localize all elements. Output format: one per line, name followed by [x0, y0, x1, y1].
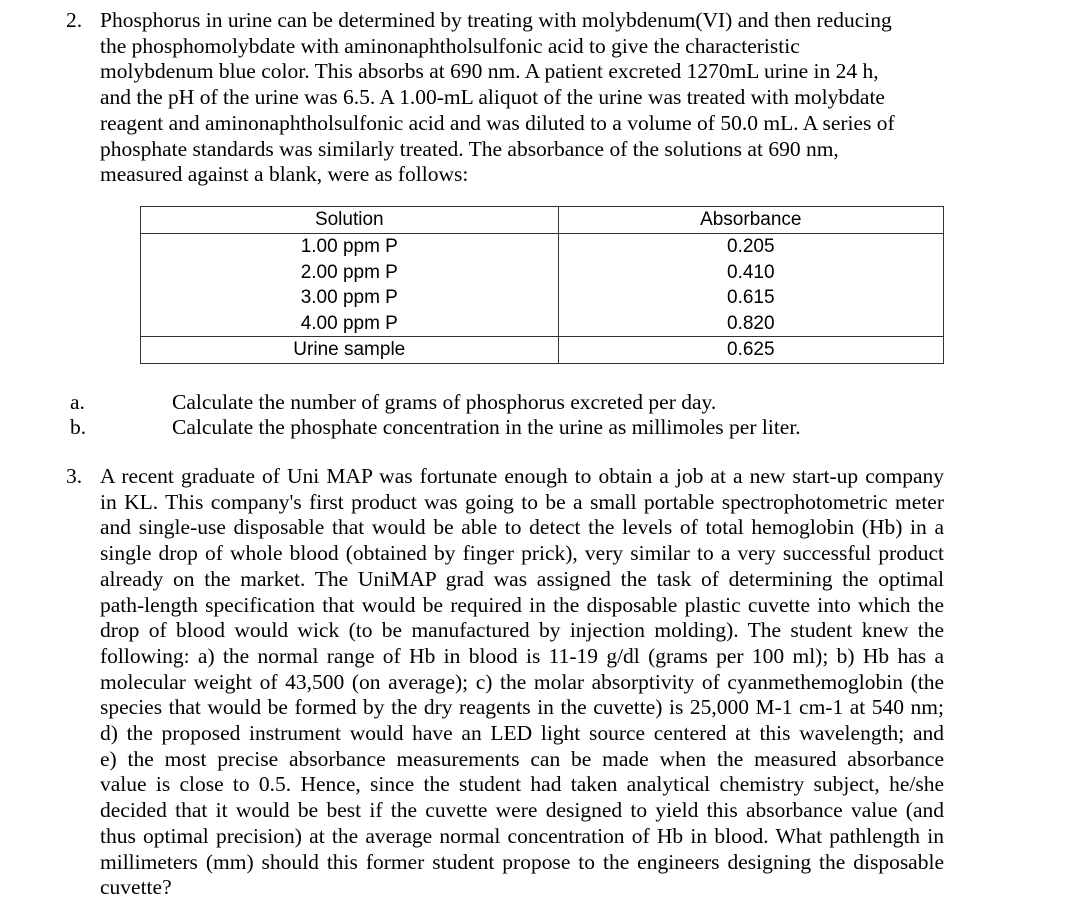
subquestion-b: [0, 415, 1080, 440]
absorbance-cell: 0.625: [558, 337, 943, 364]
table-header-row: [141, 207, 944, 234]
question-3-line: d) the proposed instrument would have an LED light source centered at this wavelength; and: [100, 721, 944, 746]
question-3-line: species that would be formed by the dry reagents in the cuvette) is 25,000 M-1 cm-1 at 540 nm;: [100, 695, 944, 720]
question-3-line: millimeters (mm) should this former student propose to the engineers designing the disposable: [100, 849, 944, 874]
question-3-line: drop of blood would wick (to be manufactured by injection molding). The student knew the: [100, 618, 944, 643]
subquestion-text: Calculate the phosphate concentration in the urine as millimoles per liter.: [172, 415, 801, 439]
question-2-line: reagent and aminonaphtholsulfonic acid and was diluted to a volume of 50.0 mL. A series of: [100, 110, 895, 135]
solution-cell: Urine sample: [141, 337, 559, 364]
question-3-line: cuvette?: [100, 875, 172, 900]
question-2-text: [100, 8, 940, 188]
question-3-line: following: a) the normal range of Hb in blood is 11-19 g/dl (grams per 100 ml); b) Hb has a: [100, 643, 944, 668]
absorbance-cell: 0.410: [727, 261, 775, 283]
question-2-line: Phosphorus in urine can be determined by treating with molybdenum(VI) and then reducing: [100, 8, 892, 32]
subquestions: [0, 390, 1080, 440]
header-solution: Solution: [141, 207, 559, 234]
question-3-line: in KL. This company's first product was going to be a small portable spectrophotometric meter: [100, 489, 944, 514]
question-2-number: 2.: [66, 8, 83, 32]
question-3-line: e) the most precise absorbance measurements can be made when the measured absorbance: [100, 746, 944, 771]
question-2-line: measured against a blank, were as follows:: [100, 162, 469, 187]
absorbance-table: [140, 206, 944, 364]
absorbance-cell: 0.615: [727, 287, 775, 308]
solution-column: [141, 234, 559, 337]
solution-cell: 4.00 ppm P: [300, 312, 398, 334]
question-3-line: and single-use disposable that would be able to detect the levels of total hemoglobin (Hb) in a: [100, 515, 944, 540]
header-absorbance: Absorbance: [558, 207, 943, 234]
subquestion-letter: a.: [70, 390, 85, 414]
question-3-line: already on the market. The UniMAP grad was assigned the task of determining the optimal: [100, 566, 944, 591]
solution-cell: 1.00 ppm P: [300, 236, 398, 257]
question-3-line: single drop of whole blood (obtained by finger prick), very similar to a very successful product: [100, 541, 944, 566]
absorbance-column: [558, 234, 943, 337]
question-3-number: 3.: [66, 464, 83, 488]
absorbance-cell: 0.205: [727, 236, 775, 257]
table-row-urine: [141, 337, 944, 364]
question-3-line: value is close to 0.5. Hence, since the student had taken analytical chemistry subject, he/she: [100, 772, 944, 797]
question-2-line: the phosphomolybdate with aminonaphtholsulfonic acid to give the characteristic: [100, 33, 800, 58]
question-2-line: phosphate standards was similarly treated. The absorbance of the solutions at 690 nm,: [100, 136, 839, 161]
solution-cell: 2.00 ppm P: [300, 261, 398, 283]
solution-cell: 3.00 ppm P: [300, 287, 398, 308]
question-3-line: decided that it would be best if the cuvette were designed to yield this absorbance value (and: [100, 798, 944, 823]
question-3-text: [100, 464, 944, 901]
subquestion-a: [0, 390, 1080, 415]
table-body-row: [141, 234, 944, 337]
question-3-line: path-length specification that would be required in the disposable plastic cuvette into which the: [100, 592, 944, 617]
subquestion-letter: b.: [70, 415, 87, 439]
absorbance-cell: 0.820: [727, 312, 775, 334]
question-3-line: A recent graduate of Uni MAP was fortunate enough to obtain a job at a new start-up company: [100, 464, 944, 488]
question-3-line: thus optimal precision) at the average normal concentration of Hb in blood. What pathlength in: [100, 823, 944, 848]
question-2-line: and the pH of the urine was 6.5. A 1.00-mL aliquot of the urine was treated with molybdate: [100, 85, 885, 110]
question-3-line: molecular weight of 43,500 (on average); c) the molar absorptivity of cyanmethemoglobin (the: [100, 669, 944, 694]
question-2-line: molybdenum blue color. This absorbs at 690 nm. A patient excreted 1270mL urine in 24 h,: [100, 59, 879, 84]
subquestion-text: Calculate the number of grams of phosphorus excreted per day.: [172, 390, 717, 414]
